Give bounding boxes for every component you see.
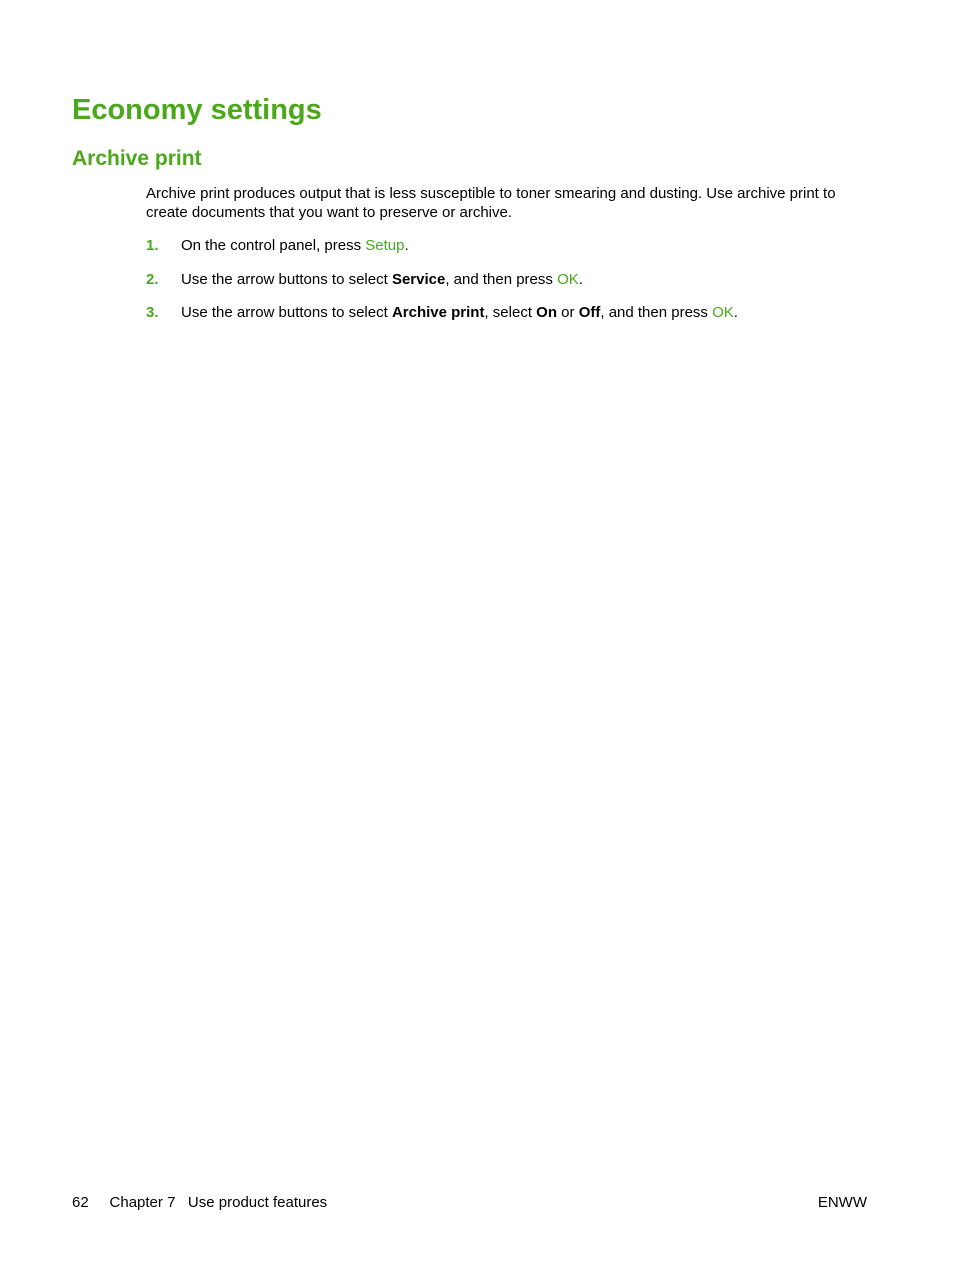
step-number: 3. <box>146 304 159 321</box>
step-text-part: or <box>557 304 579 321</box>
footer-page-number: 62 <box>72 1194 89 1211</box>
page-title: Economy settings <box>72 94 322 126</box>
steps-list <box>146 236 876 337</box>
ok-key: OK <box>557 270 579 288</box>
step-2 <box>146 270 876 289</box>
step-3 <box>146 303 876 322</box>
step-text <box>181 270 583 289</box>
menu-item-service: Service <box>391 270 446 288</box>
menu-item-archive-print: Archive print <box>391 304 485 321</box>
ok-key: OK <box>712 304 734 321</box>
step-text <box>181 236 409 255</box>
footer-chapter-title: Use product features <box>187 1194 328 1211</box>
footer-right: ENWW <box>817 1194 867 1211</box>
section-title: Archive print <box>72 147 202 170</box>
step-text-part: Use the arrow buttons to select <box>181 304 392 321</box>
step-text <box>181 303 738 322</box>
option-off: Off <box>578 304 601 321</box>
footer-left <box>72 1193 327 1212</box>
step-text-part: . <box>733 304 738 321</box>
step-1 <box>146 236 876 255</box>
footer-chapter: Chapter 7 <box>109 1194 176 1211</box>
intro-paragraph: Archive print produces output that is less susceptible to toner smearing and dusting. Use archive print to create documents that you want to preserve or archive. <box>146 185 836 221</box>
option-on: On <box>536 304 557 321</box>
step-text-part: On the control panel, press <box>181 237 366 254</box>
step-text-part: , and then press <box>445 270 558 288</box>
setup-key: Setup <box>365 237 405 254</box>
step-text-part: . <box>578 270 583 288</box>
step-text-part: . <box>404 237 409 254</box>
step-text-part: , and then press <box>600 304 713 321</box>
step-number: 2. <box>146 270 159 288</box>
step-number: 1. <box>146 237 159 254</box>
step-text-part: Use the arrow buttons to select <box>181 270 392 288</box>
step-text-part: , select <box>484 304 537 321</box>
